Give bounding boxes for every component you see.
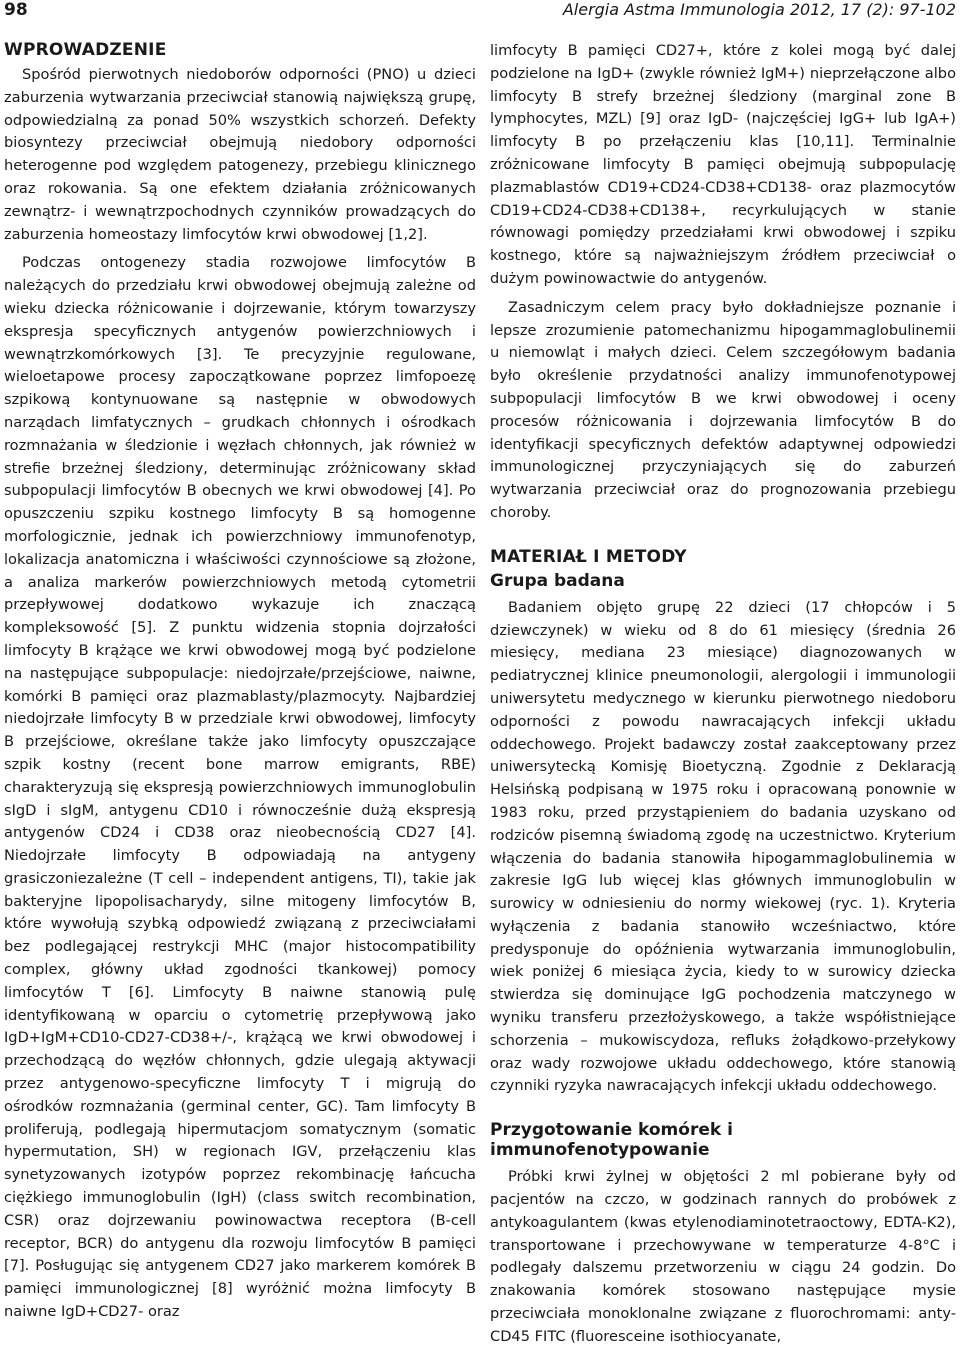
subheading-cell-preparation: Przygotowanie komórek i immunofenotypowanie [490,1120,733,1161]
section-heading-introduction: WPROWADZENIE [4,40,167,60]
journal-reference: Alergia Astma Immunologia 2012, 17 (2): 97-102 [562,0,956,19]
page-header [0,0,960,28]
page-number: 98 [4,0,28,20]
study-group-paragraph: Badaniem objęto grupę 22 dzieci (17 chłopców i 5 dziewczynek) w wieku od 8 do 61 miesięcy (średnia 26 miesięcy, mediana 23 miesiące) diagnozowanych w pediatrycznej klinice pneumonologii, alergologii i immunologii uniwersytetu medycznego w kierunku pierwotnego niedoboru odporności z powodu nawracających infekcji układu oddechowego. Projekt badawczy został zaakceptowany przez uniwersytecką Komisję Bioetyczną. Zgodnie z Deklaracją Helsińską podpisaną w 1975 roku i opracowaną ponownie w 1983 roku, przed przystąpieniem do badania uzyskano od rodziców pisemną świadomą zgodę na uczestnictwo. Kryterium włączenia do badania stanowiła hipogammaglobulinemia w zakresie IgG lub więcej klas głównych immunoglobulin w surowicy w odniesieniu do normy wiekowej (ryc. 1). Kryteria wyłączenia z badania stanowiło wcześniactwo, które predysponuje do opóźnienia wytwarzania immunoglobulin, wiek poniżej 6 miesiąca życia, kiedy to w surowicy dziecka stwierdza się dominujące IgG pochodzenia matczynego w wyniku transferu przezłożyskowego, a także współistniejące schorzenia – mukowiscydoza, refluks żołądkowo-przełykowy oraz wady rozwojowe układu oddechowego, które stanowią czynniki ryzyka nawracających infekcji układu oddechowego. [490,598,956,1095]
right-column [490,40,956,1370]
cell-preparation-paragraph: Próbki krwi żylnej w objętości 2 ml pobierane były od pacjentów na czczo, w godzinach rannych do probówek z antykoagulantem (kwas etylenodiaminotetraoctowy, EDTA-K2), transportowane i przechowywane w temperaturze 4-8°C i podlegały dalszemu przetworzeniu w ciągu 24 godzin. Do znakowania komórek stosowano następujące mysie przeciwciała monoklonalne związane z fluorochromami: anty-CD45 FITC (fluoresceine isothiocyanate, [490,1168,956,1345]
intro-paragraph-3: limfocyty B pamięci CD27+, które z kolei mogą być dalej podzielone na IgD+ (zwykle również IgM+) nieprzełączone albo limfocyty B strefy brzeżnej śledziony (marginal zone B lymphocytes, MZL) [9] oraz IgD- (najczęściej IgG+ lub IgA+) limfocyty B po przełączeniu klas [10,11]. Terminalnie zróżnicowane limfocyty B pamięci obejmują subpopulację plazmablastów CD19+CD24-CD38+CD138- oraz plazmocytów CD19+CD24-CD38+CD138+, recyrkulujących w stanie równowagi pomiędzy przedziałami krwi obwodowej i szpiku kostnego, które są najważniejszym źródłem przeciwciał o dużym powinowactwie do antygenów. [490,42,956,287]
left-column [4,40,476,1370]
intro-paragraph-1: Spośród pierwotnych niedoborów odporności (PNO) u dzieci zaburzenia wytwarzania przeciwciał stanowią największą grupę, odpowiedzialną za ponad 50% wszystkich schorzeń. Defekty biosyntezy przeciwciał obejmują niedobory odporności heterogenne pod względem patogenezy, przebiegu klinicznego oraz rokowania. Są one efektem działania zróżnicowanych zewnątrz- i wewnątrzpochodnych czynników prowadzących do zaburzenia homeostazy limfocytów krwi obwodowej [1,2]. [4,66,476,243]
intro-paragraph-2: Podczas ontogenezy stadia rozwojowe limfocytów B należących do przedziału krwi obwodowej obejmują zależne od wieku dziecka różnicowanie i dojrzewanie, którym towarzyszy ekspresja specyficznych antygenów powierzchniowych i wewnątrzkomórkowych [3]. Te precyzyjnie regulowane, wieloetapowe procesy zapoczątkowane poprzez limfopoezę szpikową kontynuowane są następnie w obwodowych narządach limfatycznych – grudkach chłonnych i ośrodkach rozmnażania w śledzionie i węzłach chłonnych, jak również w strefie brzeżnej śledziony, determinując zróżnicowany skład subpopulacji limfocytów B obecnych we krwi obwodowej [4]. Po opuszczeniu szpiku kostnego limfocyty B są homogenne morfologicznie, jednak ich powierzchniowy immunofenotyp, lokalizacja anatomiczna i właściwości czynnościowe są złożone, a analiza markerów powierzchniowych metodą cytometrii przepływowej dodatkowo wykazuje ich znaczącą kompleksowość [5]. Z punktu widzenia stopnia dojrzałości limfocyty B krążące we krwi obwodowej mogą być podzielone na następujące subpopulacje: niedojrzałe/przejściowe, naiwne, komórki B pamięci oraz plazmablasty/plazmocyty. Najbardziej niedojrzałe limfocyty B w przedziale krwi obwodowej, limfocyty B przejściowe, określane także jako limfocyty opuszczające szpik kostny (recent bone marrow emigrants, RBE) charakteryzują się ekspresją powierzchniowych immunoglobulin sIgD i sIgM, antygenu CD10 i równocześnie dużą ekspresją antygenów CD24 i CD38 oraz nieobecnością CD27 [4]. Niedojrzałe limfocyty B odpowiadają na antygeny grasiczoniezależne (T cell – independent antigens, TI), takie jak bakteryjne lipopolisacharydy, silne mitogeny limfocytów B, które wywołują szybką odpowiedź związaną z przeciwciałami bez podlegającej restrykcji MHC (major histocompatibility complex, główny układ zgodności tkankowej) pomocy limfocytów T [6]. Limfocyty B naiwne stanowią pulę identyfikowaną w oparciu o cytometrię przepływową jako IgD+IgM+CD10-CD27-CD38+/-, krążącą we krwi obwodowej i przechodzącą do węzłów chłonnych, gdzie ulegają aktywacji przez antygenowo-specyficzne limfocyty T i migrują do ośrodków rozmnażania (germinal center, GC). Tam limfocyty B proliferują, podlegają hipermutacjom somatycznym (somatic hypermutation, SH) w regionach IGV, przełączeniu klas synetyzowanych izotypów poprzez rekombinację łańcucha ciężkiego immunoglobulin (IgH) (class switch recombination, CSR) oraz dojrzewaniu powinowactwa receptora (B-cell receptor, BCR) do antygenu dla rozwoju limfocytów B pamięci [7]. Posługując się antygenem CD27 jako markerem komórek B pamięci immunologicznej [8] wyróżnić można limfocyty B naiwne IgD+CD27- oraz [4,254,476,1321]
section-heading-methods: MATERIAŁ I METODY [490,546,687,567]
subheading-study-group: Grupa badana [490,570,625,591]
aim-paragraph: Zasadniczym celem pracy było dokładniejsze poznanie i lepsze zrozumienie patomechanizmu hipogammaglobulinemii u niemowląt i małych dzieci. Celem szczegółowym badania było określenie przydatności analizy immunofenotypowej subpopulacji limfocytów B we krwi obwodowej i oceny procesów różnicowania i dojrzewania limfocytów B do identyfikacji specyficznych defektów adaptywnej odpowiedzi immunologicznej przyczyniających się do zaburzeń wytwarzania przeciwciał oraz do prognozowania przebiegu choroby. [490,298,956,521]
